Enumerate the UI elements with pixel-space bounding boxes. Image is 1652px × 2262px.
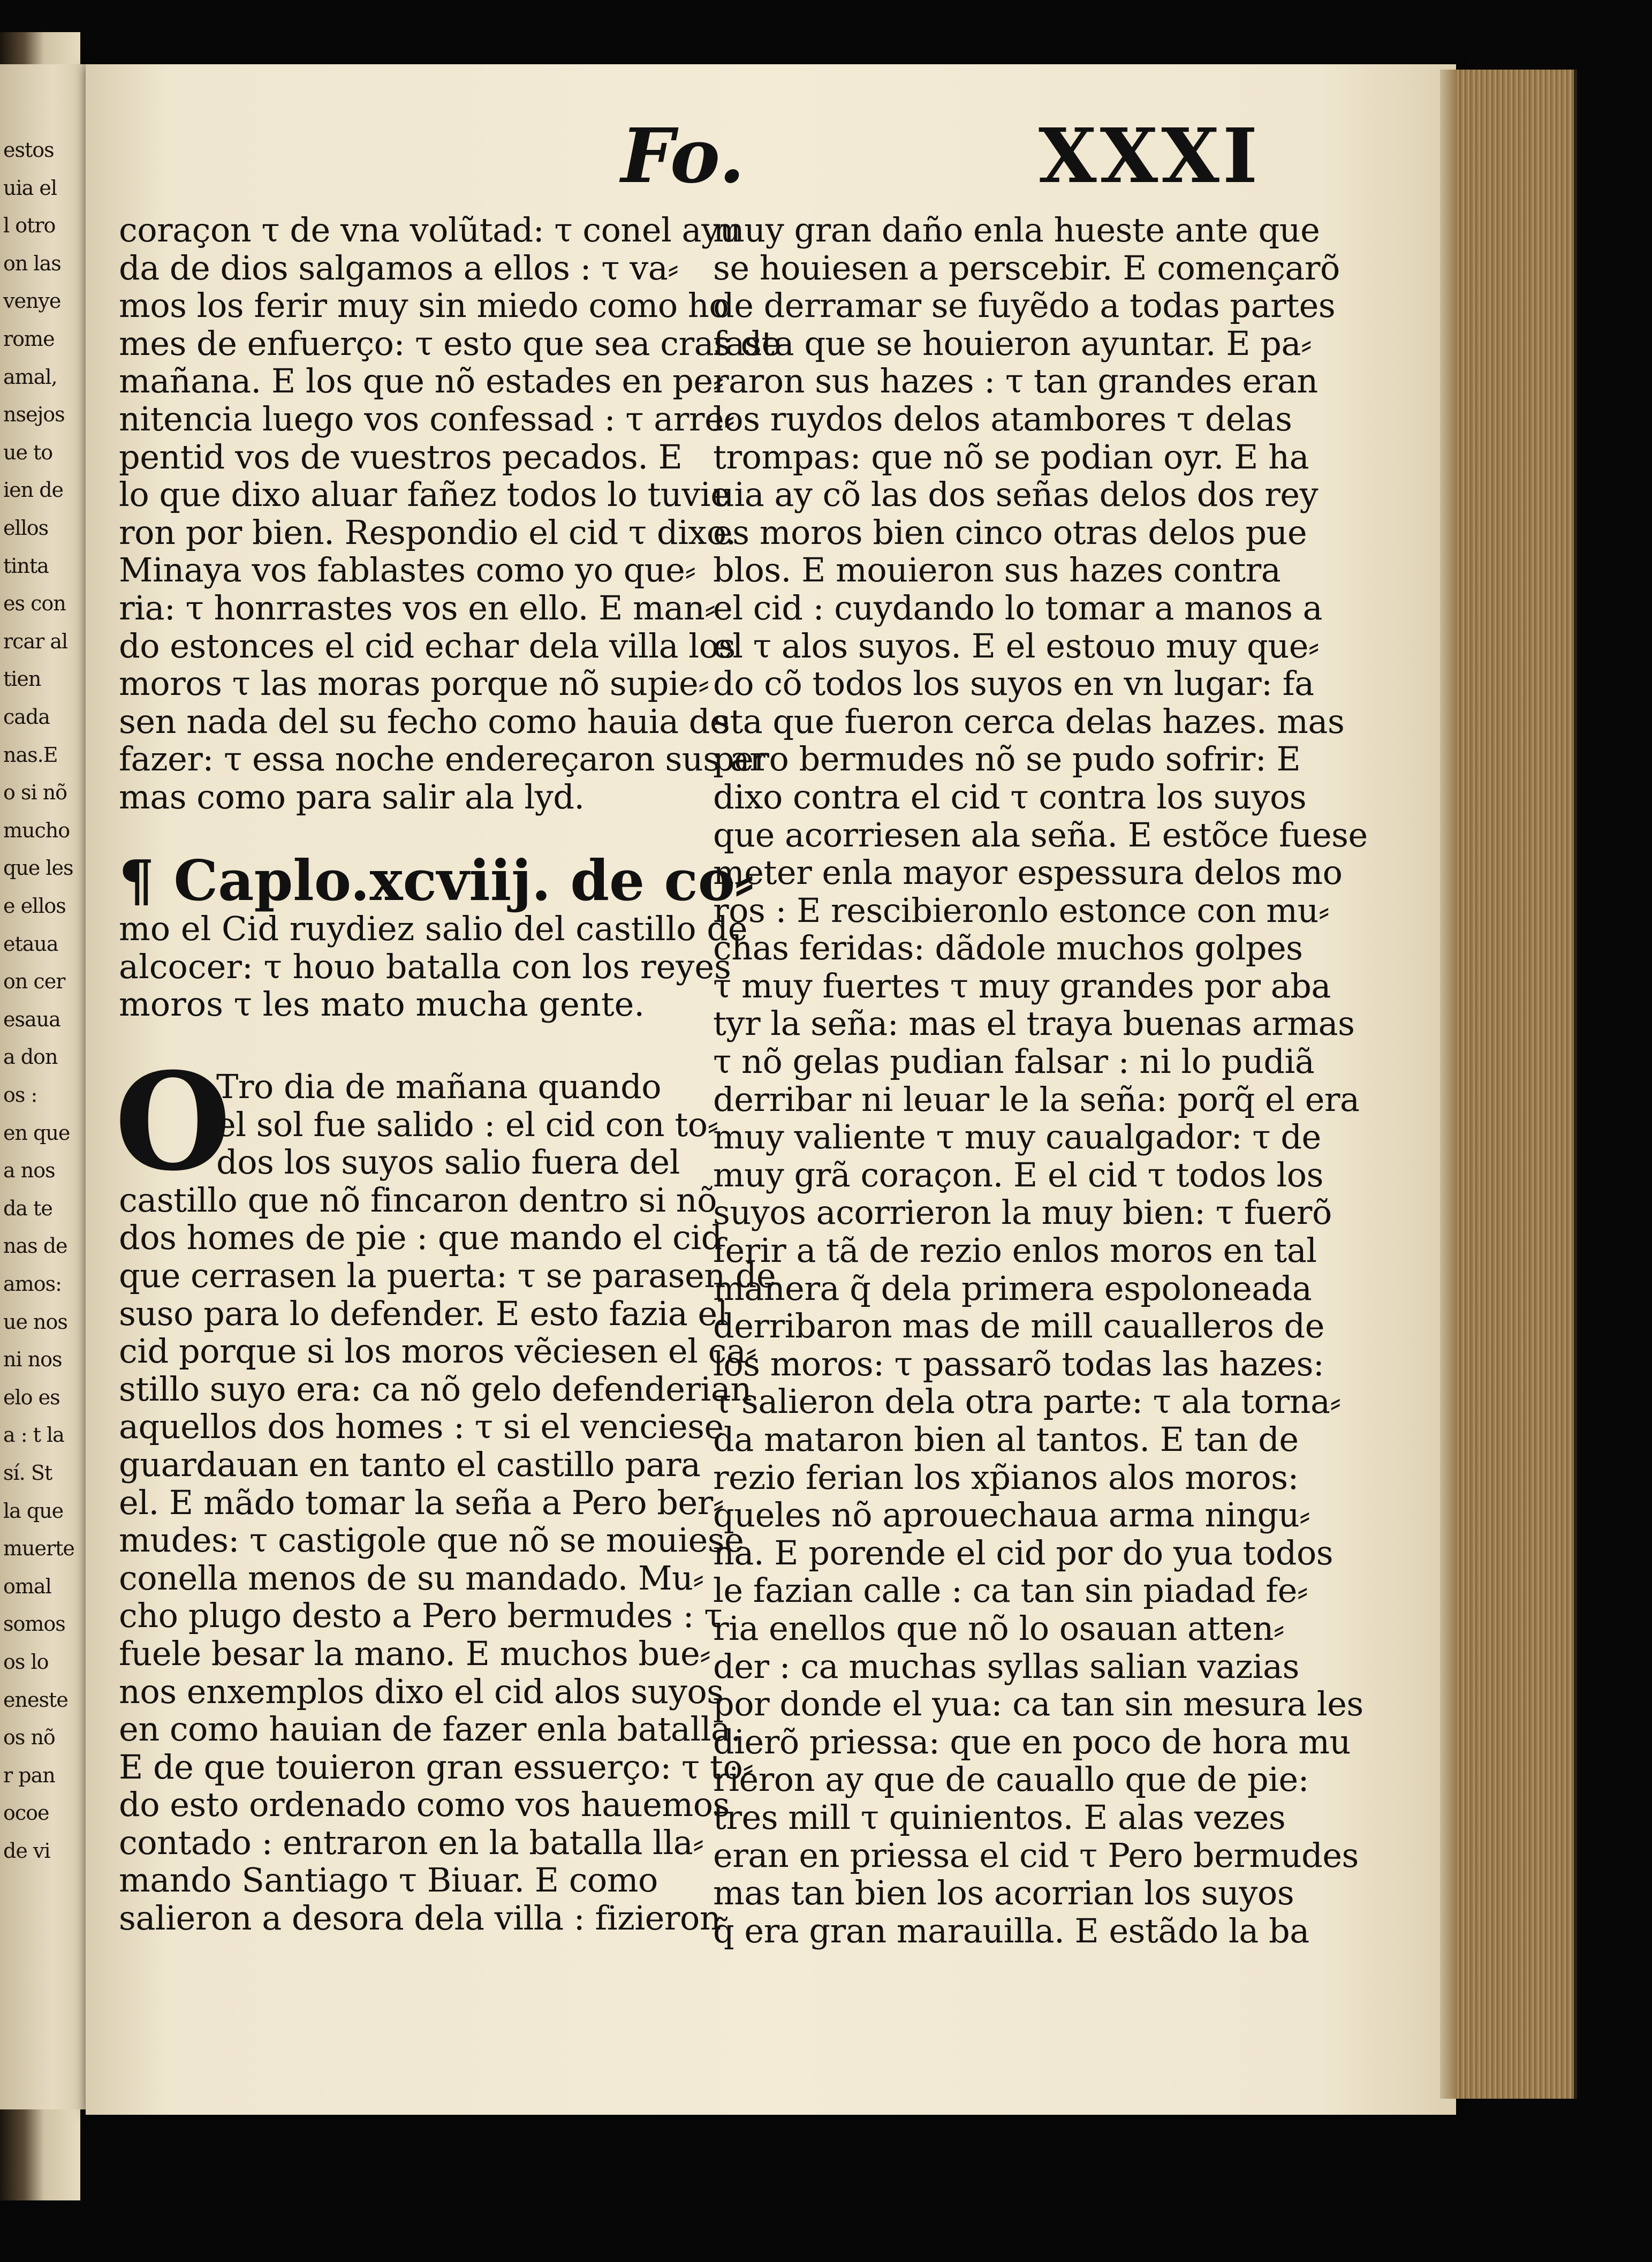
- facing-page-fragment: da te: [3, 1196, 52, 1220]
- facing-page-fragment: etaua: [3, 932, 58, 956]
- text-line: tyr la seña: mas el traya buenas armas: [713, 1004, 1355, 1043]
- text-line: derribaron mas de mill caualleros de: [713, 1306, 1324, 1346]
- text-line: sta que fueron cerca delas hazes. mas: [713, 701, 1345, 741]
- facing-page-fragment: mucho: [3, 818, 70, 842]
- text-line: der : ca muchas syllas salian vazias: [713, 1646, 1299, 1686]
- facing-page-fragment: os lo: [3, 1650, 49, 1674]
- right-column: [713, 210, 1368, 1950]
- facing-page-fragment: os :: [3, 1083, 37, 1107]
- text-line: ros : E rescibieronlo estonce con mu⸗: [713, 890, 1330, 930]
- text-line: cid porque si los moros vẽciesen el ca⸗: [119, 1332, 757, 1371]
- facing-page-fragment: ni nos: [3, 1348, 62, 1372]
- text-line: en como hauian de fazer enla batalla.: [119, 1709, 741, 1749]
- text-line: aquellos dos homes : τ si el venciese: [119, 1407, 724, 1447]
- text-line: ria: τ honrrastes vos en ello. E man⸗: [119, 588, 716, 627]
- text-line: uia ay cõ las dos señas delos dos rey: [713, 475, 1318, 515]
- facing-page-fragment: l otro: [3, 214, 56, 238]
- text-line: ron por bien. Respondio el cid τ dixo.: [119, 512, 736, 552]
- text-line: rezio ferian los xp̃ianos alos moros:: [713, 1457, 1299, 1497]
- facing-page-fragment: que les: [3, 856, 73, 880]
- facing-page-fragment: tien: [3, 667, 41, 691]
- facing-page-fragment: ue to: [3, 440, 53, 464]
- text-line: stillo suyo era: ca nõ gelo defenderian: [119, 1369, 752, 1409]
- text-line: meter enla mayor espessura delos mo: [713, 853, 1343, 892]
- text-line: rieron ay que de cauallo que de pie:: [713, 1760, 1309, 1799]
- chapter-heading-first-line: [119, 848, 754, 913]
- text-line: E de que touieron gran essuerço: τ to⸗: [119, 1747, 754, 1787]
- text-line: es moros bien cinco otras delos pue: [713, 512, 1307, 552]
- text-line: na. E porende el cid por do yua todos: [713, 1533, 1333, 1572]
- facing-page-fragment: nas de: [3, 1234, 67, 1258]
- text-line: dos los suyos salio fuera del: [216, 1143, 680, 1182]
- text-line: guardauan en tanto el castillo para: [119, 1444, 701, 1484]
- facing-page-fragment: omal: [3, 1574, 51, 1598]
- text-line: suso para lo defender. E esto fazia el: [119, 1293, 728, 1333]
- text-line: eran en priessa el cid τ Pero bermudes: [713, 1835, 1359, 1875]
- text-line: contado : entraron en la batalla lla⸗: [119, 1822, 704, 1862]
- facing-page-fragment: esaua: [3, 1007, 60, 1031]
- facing-page-fragment: eneste: [3, 1688, 68, 1712]
- facing-page-fragment: ellos: [3, 516, 49, 540]
- text-line: queles nõ aprouechaua arma ningu⸗: [713, 1495, 1310, 1535]
- facing-page-fragment: a : t la: [3, 1423, 64, 1447]
- text-line: el τ alos suyos. E el estouo muy que⸗: [713, 626, 1320, 665]
- text-line: los ruydos delos atambores τ delas: [713, 399, 1292, 438]
- facing-page-fragment: e ellos: [3, 894, 66, 918]
- chapter-heading-line: moros τ les mato mucha gente.: [119, 985, 645, 1024]
- text-line: manera q̃ dela primera espoloneada: [713, 1268, 1312, 1308]
- facing-page-fragment: on las: [3, 251, 61, 275]
- text-line: mos los ferir muy sin miedo como ho: [119, 286, 729, 326]
- text-line: da de dios salgamos a ellos : τ va⸗: [119, 248, 679, 288]
- text-line: raron sus hazes : τ tan grandes eran: [713, 361, 1318, 401]
- text-line: mudes: τ castigole que nõ se mouiese: [119, 1520, 744, 1560]
- text-line: lo que dixo aluar fañez todos lo tuvie: [119, 475, 730, 515]
- facing-page-fragment: ue nos: [3, 1310, 67, 1334]
- text-line: ria enellos que nõ lo osauan atten⸗: [713, 1608, 1285, 1648]
- text-line: pero bermudes nõ se pudo sofrir: E: [713, 739, 1301, 779]
- drop-initial: O: [115, 1043, 231, 1200]
- text-line: derribar ni leuar le la seña: porq̃ el era: [713, 1079, 1360, 1119]
- facing-page-fragment: rome: [3, 327, 55, 351]
- text-line: dierõ priessa: que en poco de hora mu: [713, 1722, 1351, 1761]
- facing-page-fragment: nas.E: [3, 743, 58, 767]
- text-line: sen nada del su fecho como hauia de: [119, 701, 730, 741]
- facing-page-fragment: o si nõ: [3, 781, 67, 805]
- text-line: ferir a tã de rezio enlos moros en tal: [713, 1231, 1317, 1270]
- text-line: muy grã coraçon. E el cid τ todos los: [713, 1155, 1323, 1194]
- chapter-heading: [119, 848, 754, 1024]
- text-line: coraçon τ de vna volũtad: τ conel ayu: [119, 210, 741, 249]
- text-line: se houiesen a perscebir. E començarõ: [713, 248, 1340, 288]
- text-line: el. E mãdo tomar la seña a Pero ber⸗: [119, 1482, 724, 1522]
- text-line: que cerrasen la puerta: τ se parasen de: [119, 1255, 776, 1295]
- text-line: τ nõ gelas pudian falsar : ni lo pudiã: [713, 1042, 1315, 1081]
- folio-number: XXXI: [1039, 112, 1261, 200]
- text-line: dixo contra el cid τ contra los suyos: [713, 777, 1307, 816]
- facing-page-fragment: nsejos: [3, 403, 65, 427]
- text-line: nitencia luego vos confessad : τ arre⸗: [119, 399, 735, 438]
- text-line: pentid vos de vuestros pecados. E: [119, 437, 683, 476]
- text-line: blos. E mouieron sus hazes contra: [713, 550, 1281, 590]
- text-line: mando Santiago τ Biuar. E como: [119, 1860, 658, 1900]
- text-line: mes de enfuerço: τ esto que sea cras de: [119, 323, 781, 363]
- facing-page-fragment: ien de: [3, 478, 64, 502]
- chapter-heading-lines: [119, 909, 748, 1024]
- facing-page-strip: [0, 64, 88, 2109]
- text-line: mañana. E los que nõ estades en pe⸗: [119, 361, 724, 401]
- text-line: que acorriesen ala seña. E estõce fuese: [713, 815, 1368, 854]
- facing-page-fragment: en que: [3, 1121, 70, 1145]
- chapter-heading-line: alcocer: τ houo batalla con los reyes: [119, 947, 731, 986]
- facing-page-fragment: amal,: [3, 365, 57, 389]
- text-line: muy gran daño enla hueste ante que: [713, 210, 1320, 249]
- text-line: Tro dia de mañana quando: [216, 1067, 662, 1106]
- text-line: chas feridas: dãdole muchos golpes: [713, 928, 1303, 968]
- chapter-heading-line: mo el Cid ruydiez salio del castillo de: [119, 909, 748, 948]
- text-line: trompas: que nõ se podian oyr. E ha: [713, 437, 1309, 476]
- facing-page-fragment: a nos: [3, 1159, 55, 1183]
- text-line: los moros: τ passarõ todas las hazes:: [713, 1344, 1324, 1383]
- page-edges: [1445, 70, 1577, 2099]
- text-line: mas tan bien los acorrian los suyos: [713, 1873, 1294, 1913]
- text-line: castillo que nõ fincaron dentro si nõ: [119, 1180, 717, 1220]
- facing-page-fragment: a don: [3, 1045, 58, 1069]
- text-line: el cid : cuydando lo tomar a manos a: [713, 588, 1323, 627]
- facing-page-fragment: os nõ: [3, 1726, 55, 1750]
- facing-page-fragment: ocoe: [3, 1801, 49, 1825]
- text-line: do cõ todos los suyos en vn lugar: fa: [713, 664, 1314, 703]
- text-line: moros τ las moras porque nõ supie⸗: [119, 664, 709, 703]
- text-line: cho plugo desto a Pero bermudes : τ: [119, 1596, 723, 1636]
- text-line: q̃ era gran marauilla. E estãdo la ba: [713, 1911, 1309, 1950]
- text-line: fuele besar la mano. E muchos bue⸗: [119, 1633, 711, 1673]
- text-line: do esto ordenado como vos hauemos: [119, 1785, 730, 1825]
- left-column-top: [119, 210, 781, 816]
- text-line: salieron a desora dela villa : fizieron: [119, 1898, 721, 1938]
- text-line: mas como para salir ala lyd.: [119, 777, 585, 816]
- text-line: τ salieron dela otra parte: τ ala torna⸗: [713, 1382, 1341, 1421]
- facing-page-fragment: rcar al: [3, 629, 68, 653]
- facing-page-fragment: cada: [3, 705, 50, 729]
- text-line: suyos acorrieron la muy bien: τ fuerõ: [713, 1193, 1332, 1232]
- text-line: da mataron bien al tantos. E tan de: [713, 1420, 1299, 1459]
- facing-page-fragment: es con: [3, 592, 66, 616]
- text-line: por donde el yua: ca tan sin mesura les: [713, 1684, 1363, 1724]
- text-line: muy valiente τ muy caualgador: τ de: [713, 1117, 1321, 1157]
- pilcrow-mark: ¶: [119, 848, 155, 913]
- text-line: fasta que se houieron ayuntar. E pa⸗: [713, 323, 1312, 363]
- facing-page-fragment: r pan: [3, 1763, 55, 1787]
- text-line: do estonces el cid echar dela villa los: [119, 626, 736, 665]
- facing-page-fragment: la que: [3, 1499, 64, 1523]
- facing-page-fragment: on cer: [3, 970, 65, 994]
- text-line: τ muy fuertes τ muy grandes por aba: [713, 966, 1331, 1005]
- facing-page-fragment: somos: [3, 1612, 65, 1636]
- facing-page-fragment: elo es: [3, 1385, 60, 1409]
- text-line: conella menos de su mandado. Mu⸗: [119, 1558, 704, 1598]
- page-edge-gloss: [1440, 70, 1456, 2099]
- facing-page-fragment: estos: [3, 138, 54, 162]
- text-line: de derramar se fuyẽdo a todas partes: [713, 286, 1336, 326]
- text-line: el sol fue salido : el cid con to⸗: [216, 1104, 718, 1144]
- facing-page-fragment: uia el: [3, 176, 57, 200]
- text-line: fazer: τ essa noche endereçaron sus ar: [119, 739, 766, 779]
- facing-page-fragment: venye: [3, 289, 61, 313]
- text-line: nos enxemplos dixo el cid alos suyos: [119, 1671, 724, 1711]
- facing-page-fragment: tinta: [3, 554, 49, 578]
- chapter-title: Caplo.xcviij. de co⸗: [173, 848, 754, 913]
- facing-page-fragment: muerte: [3, 1537, 74, 1561]
- text-line: Minaya vos fablastes como yo que⸗: [119, 550, 696, 590]
- facing-page-fragment: de vi: [3, 1839, 50, 1863]
- text-line: le fazian calle : ca tan sin piadad fe⸗: [713, 1571, 1308, 1610]
- facing-page-fragment: sí. St: [3, 1461, 52, 1485]
- facing-page-fragment: amos:: [3, 1272, 62, 1296]
- left-column-body: [119, 1067, 776, 1938]
- folio-label: Fo.: [621, 112, 745, 200]
- text-line: dos homes de pie : que mando el cid: [119, 1218, 722, 1258]
- text-line: tres mill τ quinientos. E alas vezes: [713, 1797, 1286, 1837]
